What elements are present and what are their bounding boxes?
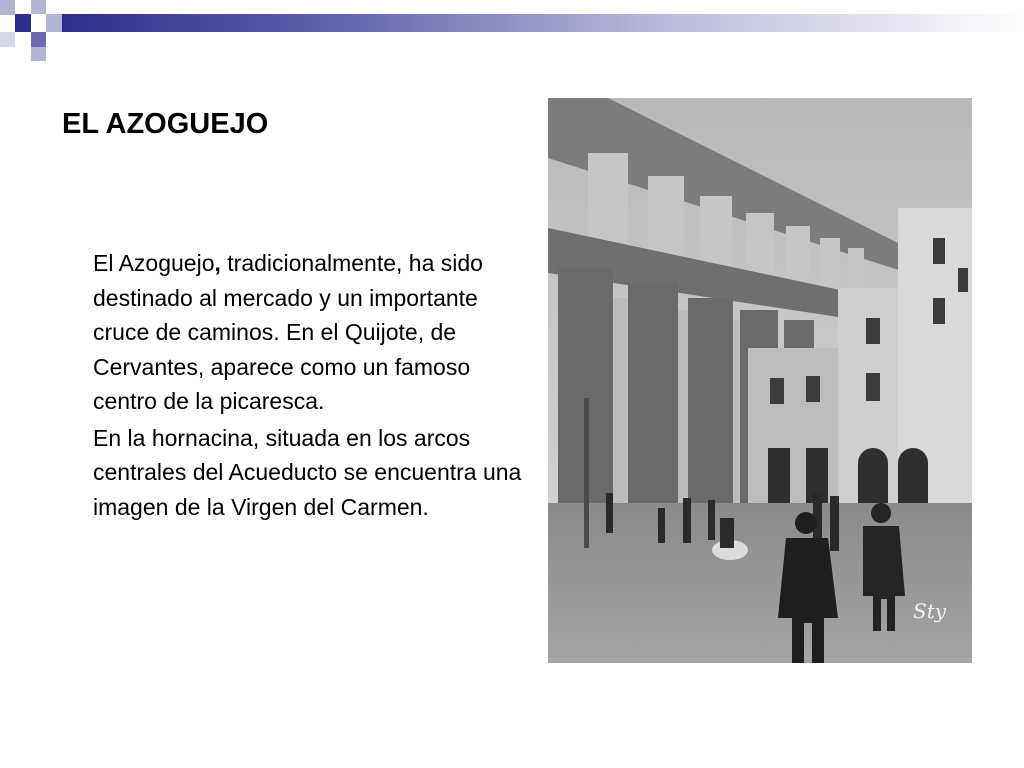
paragraph-1	[93, 246, 533, 419]
paragraph-2: En la hornacina, situada en los arcos centrales del Acueducto se encuentra una imagen de la Virgen del Carmen.	[93, 424, 522, 520]
photo-signature: Sty	[913, 599, 947, 623]
header-square	[0, 0, 15, 15]
slide-header-decoration	[0, 0, 1024, 62]
header-square	[15, 14, 31, 32]
header-square	[31, 0, 46, 14]
paragraph-1-start: El Azoguejo	[93, 250, 215, 276]
header-gradient-bar	[62, 14, 1024, 32]
header-square	[46, 14, 62, 32]
header-square	[31, 47, 46, 61]
header-square	[31, 32, 46, 47]
header-square	[0, 32, 15, 47]
slide-title: EL AZOGUEJO	[62, 108, 269, 140]
paragraph-1-rest: tradicionalmente, ha sido destinado al mercado y un importante cruce de caminos. En el Quijote, de Cervantes, aparece como un famoso centro de la picaresca.	[93, 250, 483, 414]
aqueduct-photo-drawing	[548, 98, 972, 663]
slide-body	[93, 246, 533, 526]
aqueduct-photo	[548, 98, 972, 663]
paragraph-1-comma: ,	[214, 250, 221, 276]
